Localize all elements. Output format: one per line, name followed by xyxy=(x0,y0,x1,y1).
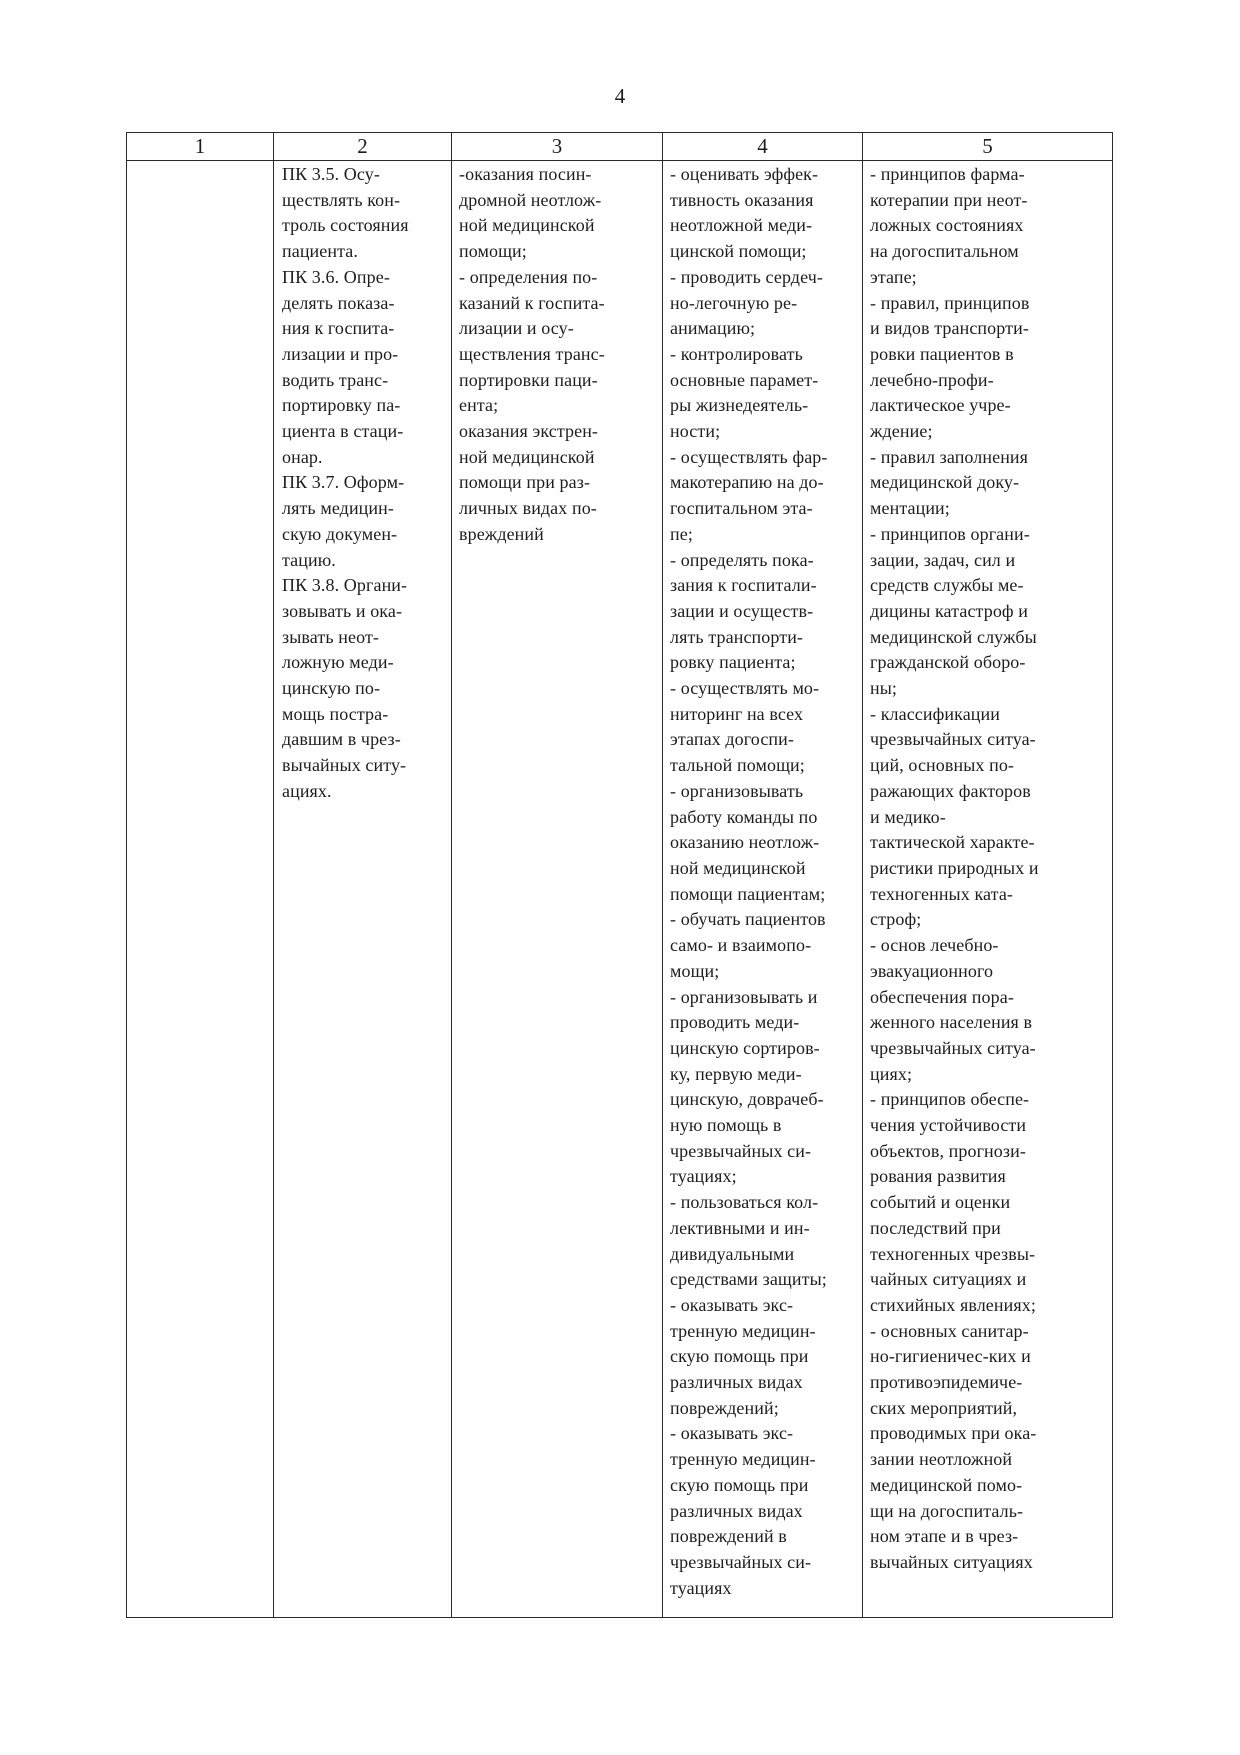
cell-col5 xyxy=(863,161,1113,1618)
knowledge-text: - принципов фарма- котерапии при неот- ложных состояниях на догоспитальном этапе; - правил, принципов и видов транспорти- ровки пациентов в лечебно-профи- лактическое учре- ждение; - правил заполнения медицинской доку- ментации; - принципов органи- зации, задач, сил и средств службы ме- дицины катастроф и медицинской службы гражданской оборо- ны; - классификации чрезвычайных ситуа- ций, основных по- ражающих факторов и медико- тактической характе- ристики природных и техногенных ката- строф; - основ лечебно- эвакуационного обеспечения пора- женного населения в чрезвычайных ситуа- циях; - принципов обеспе- чения устойчивости объектов, прогнози- рования развития событий и оценки последствий при техногенных чрезвы- чайных ситуациях и стихийных явлениях; - основных санитар- но-гигиеничес-ких и противоэпидемиче- ских мероприятий, проводимых при ока- зании неотложной медицинской помо- щи на догоспиталь- ном этапе и в чрез- вычайных ситуациях xyxy=(870,164,1039,1572)
competencies-text: ПК 3.5. Осу- ществлять кон- троль состояния пациента. ПК 3.6. Опре- делять показа- ния к госпита- лизации и про- водить транс- портировку па- циента в стаци- онар. ПК 3.7. Оформ- лять медицин- скую докумен- тацию. ПК 3.8. Органи- зовывать и ока- зывать неот- ложную меди- цинскую по- мощь постра- давшим в чрез- вычайных ситу- ациях. xyxy=(282,164,409,801)
cell-col3 xyxy=(452,161,663,1618)
table-row xyxy=(127,161,1113,1618)
practical-experience-text: -оказания посин- дромной неотлож- ной медицинской помощи; - определения по- казаний к госпита- лизации и осу- ществления транс- портировки паци- ента; оказания экстрен- ной медицинской помощи при раз- личных видах по- вреждений xyxy=(459,164,605,544)
page-number: 4 xyxy=(614,84,626,108)
header-row xyxy=(127,133,1113,161)
column-header-3: 3 xyxy=(452,133,663,161)
cell-col1-text xyxy=(127,161,273,162)
column-header-5: 5 xyxy=(863,133,1113,161)
competency-table xyxy=(126,132,1113,1618)
column-header-1: 1 xyxy=(127,133,274,161)
cell-col4 xyxy=(663,161,863,1618)
skills-text: - оценивать эффек- тивность оказания неотложной меди- цинской помощи; - проводить сердеч- но-легочную ре- анимацию; - контролировать основные парамет- ры жизнедеятель- ности; - осуществлять фар- макотерапию на до- госпитальном эта- пе; - определять пока- зания к госпитали- зации и осуществ- лять транспорти- ровку пациента; - осуществлять мо- ниторинг на всех этапах догоспи- тальной помощи; - организовывать работу команды по оказанию неотлож- ной медицинской помощи пациентам; - обучать пациентов само- и взаимопо- мощи; - организовывать и проводить меди- цинскую сортиров- ку, первую меди- цинскую, доврачеб- ную помощь в чрезвычайных си- туациях; - пользоваться кол- лективными и ин- дивидуальными средствами защиты; - оказывать экс- тренную медицин- скую помощь при различных видах повреждений; - оказывать экс- тренную медицин- скую помощь при различных видах повреждений в чрезвычайных си- туациях xyxy=(670,164,828,1598)
cell-col1 xyxy=(127,161,274,1618)
column-header-2: 2 xyxy=(274,133,452,161)
column-header-4: 4 xyxy=(663,133,863,161)
cell-col2 xyxy=(274,161,452,1618)
